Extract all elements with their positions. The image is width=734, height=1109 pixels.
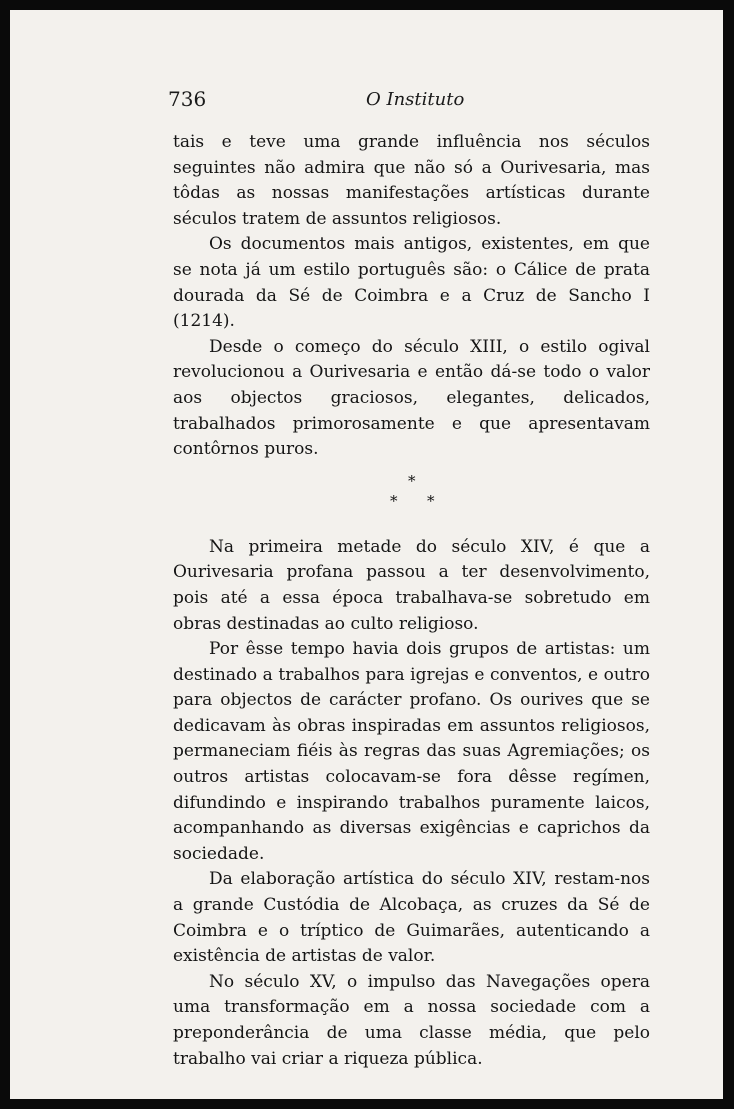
paragraph-7: No século XV, o impulso das Navegações opera uma transformação em a nossa sociedade com a preponderância de uma classe média, que pelo trabalho vai criar a riqueza pública. xyxy=(173,971,650,1069)
section-break xyxy=(173,469,650,525)
asterism-bottom-right: * xyxy=(427,491,435,510)
paragraph-5: Por êsse tempo havia dois grupos de artistas: um destinado a trabalhos para igrejas e conventos, e outro para objectos de carácter profano. Os ourives que se dedicavam às obras inspiradas em assuntos religiosos, permaneciam fiéis às regras das suas Agremiações; os outros artistas colocavam-se fora dêsse regímen, difundindo e inspirando trabalhos puramente laicos, acompanhando as diversas exigências e caprichos da sociedade. xyxy=(173,639,650,864)
body-text xyxy=(173,130,650,1072)
running-title: O Instituto xyxy=(366,89,465,110)
paragraph-2: Os documentos mais antigos, existentes, em que se nota já um estilo português são: o Cálice de prata dourada da Sé de Coimbra e a Cruz de Sancho I (1214). xyxy=(173,234,650,332)
page-header xyxy=(168,85,650,119)
lower-section xyxy=(173,535,650,1072)
paragraph-3: Desde o começo do século XIII, o estilo ogival revolucionou a Ourivesaria e então dá-se todo o valor aos objectos graciosos, elegantes, delicados, trabalhados primorosamente e que apresentavam contôrnos puros. xyxy=(173,336,650,460)
asterism-bottom-left: * xyxy=(390,491,398,510)
paragraph-1: tais e teve uma grande influência nos séculos seguintes não admira que não só a Ourivesaria, mas tôdas as nossas manifestações artísticas durante séculos tratem de assuntos religiosos. xyxy=(173,132,650,229)
page-sheet xyxy=(10,10,723,1099)
page-number: 736 xyxy=(168,87,207,111)
paragraph-4: Na primeira metade do século XIV, é que a Ourivesaria profana passou a ter desenvolvimento, pois até a essa época trabalhava-se sobretudo em obras destinadas ao culto religioso. xyxy=(173,536,650,634)
paragraph-6: Da elaboração artística do século XIV, restam-nos a grande Custódia de Alcobaça, as cruzes da Sé de Coimbra e o tríptico de Guimarães, autenticando a existência de artistas de valor. xyxy=(173,869,650,967)
asterism-top: * xyxy=(408,471,416,490)
